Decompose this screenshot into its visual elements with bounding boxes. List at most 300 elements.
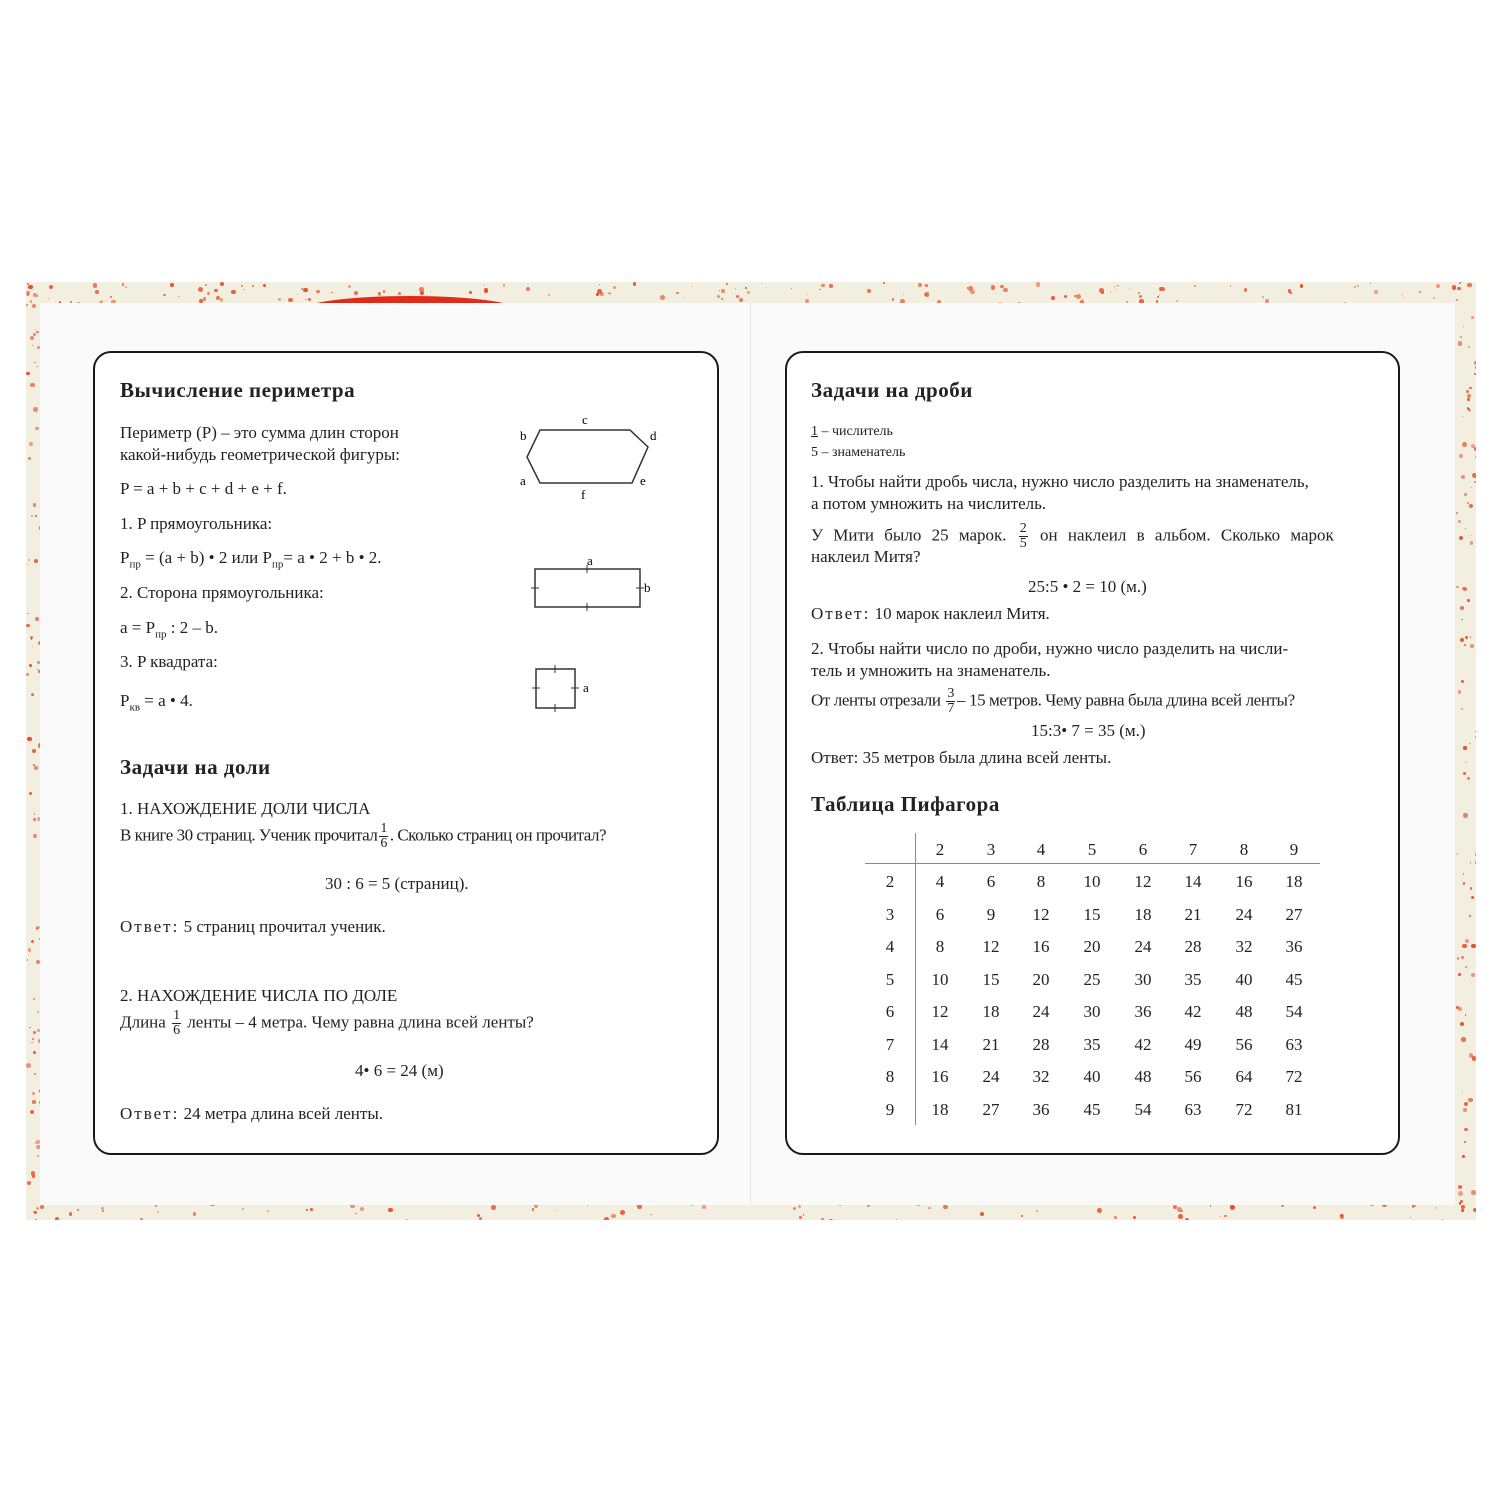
splatter-dot [799,1216,803,1220]
splatter-dot [35,427,39,431]
splatter-dot [33,818,36,821]
splatter-dot [726,283,727,284]
splatter-dot [1357,285,1360,288]
table-cell: 36 [1285,937,1303,956]
splatter-dot [1461,680,1464,683]
splatter-dot [1461,1037,1465,1041]
splatter-dot [479,1217,482,1220]
table-column-header: 3 [986,840,996,859]
splatter-dot [30,336,34,340]
splatter-dot [766,287,767,288]
splatter-dot [26,1063,31,1068]
splatter-dot [633,282,636,285]
splatter-dot [26,304,28,306]
splatter-dot [101,300,103,302]
table-row-header: 9 [885,1099,895,1119]
splatter-dot [793,1207,796,1210]
table-cell: 40 [1235,969,1253,989]
splatter-dot [331,292,333,294]
splatter-dot [1160,287,1165,292]
splatter-dot [477,1214,480,1217]
splatter-dot [303,288,308,293]
splatter-dot [1471,316,1475,320]
table-cell: 12 [1032,904,1050,924]
splatter-dot [140,1218,143,1220]
splatter-dot [55,1217,60,1220]
splatter-dot [1467,407,1469,409]
splatter-dot [170,283,174,287]
splatter-dot [1452,285,1457,290]
splatter-dot [1475,455,1476,459]
splatter-dot [803,1214,804,1215]
splatter-dot [650,1214,651,1215]
numerator-note: 1 – числитель [811,424,893,439]
splatter-dot [32,646,33,647]
table-cell: 21 [982,1034,1000,1054]
splatter-dot [491,1205,496,1210]
splatter-dot [1138,292,1140,294]
splatter-dot [1064,295,1067,298]
table-cell: 24 [1134,937,1152,956]
fraction-task1-answer: Ответ: 10 марок наклеил Митя. [811,604,1050,623]
table-cell: 27 [982,1099,1000,1119]
splatter-dot [1461,619,1462,620]
splatter-dot [1457,287,1460,290]
splatter-dot [829,284,832,287]
splatter-dot [29,664,32,667]
table-cell: 45 [1083,1099,1101,1119]
splatter-dot [348,285,351,288]
table-row-header: 4 [885,937,895,956]
splatter-dot [1436,1207,1437,1208]
splatter-dot [316,290,319,293]
table-column-header: 5 [1087,840,1097,859]
table-cell: 32 [1032,1067,1050,1086]
table-row-header: 7 [885,1034,895,1054]
splatter-dot [1467,599,1470,602]
splatter-dot [28,559,30,561]
splatter-dot [896,1219,897,1220]
splatter-dot [1262,296,1264,298]
splatter-dot [1471,896,1474,899]
splatter-dot [35,515,37,517]
table-cell: 18 [982,1002,1000,1021]
hexagon-label-e: e [640,473,646,488]
splatter-dot [1469,743,1470,744]
splatter-dot [398,292,401,295]
splatter-dot [1456,586,1458,588]
splatter-dot [305,299,306,300]
splatter-dot [1224,1215,1227,1218]
splatter-dot [739,298,743,302]
splatter-dot [31,1042,32,1043]
table-cell: 18 [931,1099,949,1119]
splatter-dot [1467,398,1470,401]
splatter-dot [1469,387,1471,389]
share-task1-solution: 30 : 6 = 5 (страниц). [325,874,469,893]
splatter-dot [95,290,99,294]
splatter-dot [163,294,165,296]
splatter-dot [721,298,723,300]
splatter-dot [1460,638,1464,642]
table-cell: 8 [1036,872,1046,891]
splatter-dot [1116,289,1117,290]
splatter-dot [469,291,473,295]
splatter-dot [735,288,736,289]
table-column-header: 9 [1289,840,1299,859]
shares-heading: Задачи на доли [120,755,271,779]
splatter-dot [1464,1102,1468,1106]
splatter-dot [35,617,39,621]
splatter-dot [32,694,34,696]
splatter-dot [32,1100,35,1103]
splatter-dot [819,289,821,291]
table-cell: 49 [1184,1034,1202,1054]
table-cell: 54 [1134,1099,1152,1119]
splatter-dot [1474,447,1476,450]
splatter-dot [1463,873,1464,874]
table-cell: 16 [1235,872,1253,891]
splatter-dot [1470,644,1474,648]
splatter-dot [1410,1217,1411,1218]
splatter-dot [1036,1210,1038,1212]
splatter-dot [1462,442,1467,447]
splatter-dot [1458,341,1462,345]
splatter-dot [1469,504,1473,508]
splatter-dot [1471,535,1472,536]
splatter-dot [1101,291,1104,294]
splatter-dot [207,292,210,295]
table-cell: 21 [1184,904,1202,924]
share-task1-answer: Ответ: 5 страниц прочитал ученик. [120,917,386,936]
splatter-dot [1463,746,1466,749]
splatter-dot [1354,286,1356,288]
splatter-dot [1340,1214,1344,1218]
splatter-dot [548,294,551,297]
splatter-dot [967,287,968,288]
table-cell: 6 [986,872,996,891]
table-cell: 72 [1285,1067,1303,1086]
splatter-dot [1461,708,1463,710]
splatter-dot [692,286,693,287]
splatter-dot [193,1212,197,1216]
splatter-dot [26,624,29,627]
table-column-header: 4 [1036,840,1046,859]
splatter-dot [355,1213,357,1215]
table-cell: 56 [1235,1034,1253,1054]
splatter-dot [34,559,38,563]
splatter-dot [1442,1219,1443,1220]
splatter-dot [1114,1216,1117,1219]
table-cell: 72 [1235,1099,1253,1119]
splatter-dot [1467,283,1471,287]
splatter-dot [1462,944,1466,948]
splatter-dot [1470,636,1472,638]
splatter-dot [1467,394,1471,398]
splatter-dot [33,1051,36,1054]
splatter-dot [829,1219,833,1220]
fractions-heading: Задачи на дроби [811,378,973,402]
splatter-dot [1470,862,1471,863]
fraction-task1-text: наклеил Митя? [811,547,921,566]
table-cell: 35 [1184,969,1202,989]
splatter-dot [1220,1216,1221,1217]
splatter-dot [102,1210,104,1212]
splatter-dot [69,1212,73,1216]
hexagon-label-b: b [520,428,527,443]
splatter-dot [1374,290,1379,295]
splatter-dot [1021,1215,1023,1217]
splatter-dot [1460,1200,1462,1202]
fraction: $\frac{1}{6}$ [173,1008,181,1038]
table-cell: 42 [1184,1002,1202,1021]
splatter-dot [1458,520,1461,523]
splatter-dot [892,298,895,301]
geometry-figures [500,405,680,715]
splatter-dot [48,298,49,299]
splatter-dot [1133,1216,1136,1219]
splatter-dot [29,1027,31,1029]
splatter-dot [1036,282,1041,287]
splatter-dot [36,331,38,333]
perimeter-formula: P = a + b + c + d + e + f. [120,479,287,498]
splatter-dot [1178,1214,1183,1219]
square-perimeter-formula: $P_{кв} = a$ • 4. [120,691,193,714]
splatter-dot [1468,346,1470,348]
splatter-dot [263,284,266,287]
table-header-divider [865,863,1320,864]
perimeter-heading: Вычисление периметра [120,378,356,402]
splatter-dot [360,1207,364,1211]
splatter-dot [36,1207,39,1210]
square-label-a: a [583,680,589,695]
table-column-header: 6 [1138,840,1148,859]
perimeter-definition: какой-нибудь геометрической фигуры: [120,445,401,464]
splatter-dot [1475,736,1476,737]
splatter-dot [31,515,33,517]
splatter-dot [1457,957,1460,960]
table-column-header: 7 [1188,840,1198,859]
table-cell: 32 [1235,937,1253,956]
splatter-dot [1456,1006,1459,1009]
table-cell: 30 [1083,1002,1101,1021]
splatter-dot [33,503,36,506]
rect-side-heading: 2. Сторона прямоугольника: [120,583,324,602]
fraction-rule2: тель и умножить на знаменатель. [811,661,1051,680]
table-column-header: 8 [1239,840,1249,859]
splatter-dot [1461,1091,1462,1092]
splatter-dot [37,1155,39,1157]
splatter-dot [1465,939,1469,943]
rect-perimeter-formula: $P_{пр} = (a + b)$ • 2 или $P_{пр}= a$ • 2 + b • 2. [120,548,382,571]
splatter-dot [242,1208,244,1210]
rectangle-shape [535,569,640,607]
fraction-task2-text: От ленты отрезали $\frac{3}{7}$ – 15 метров. Чему равна была длина всей ленты? [811,686,1295,716]
splatter-dot [1300,284,1303,287]
splatter-dot [430,291,431,292]
splatter-dot [1436,284,1440,288]
splatter-dot [310,1208,313,1211]
splatter-dot [33,407,38,412]
splatter-dot [28,285,32,289]
splatter-dot [925,284,927,286]
splatter-dot [1463,1108,1467,1112]
fraction-rule1: а потом умножить на числитель. [811,494,1047,513]
splatter-dot [135,1220,138,1221]
splatter-dot [1461,1205,1465,1209]
splatter-dot [1290,292,1292,294]
splatter-dot [49,285,53,289]
splatter-dot [1460,1022,1464,1026]
splatter-dot [28,737,30,739]
splatter-dot [1470,541,1473,544]
fraction-task2-solution: 15:3• 7 = 35 (м.) [1031,721,1146,740]
splatter-dot [1370,283,1371,284]
splatter-dot [1475,861,1476,864]
splatter-dot [1469,915,1471,917]
splatter-dot [205,284,207,286]
splatter-dot [1474,373,1476,375]
splatter-dot [1419,291,1421,293]
square-perimeter-heading: 3. P квадрата: [120,652,218,671]
splatter-dot [32,345,33,346]
hexagon-label-f: f [581,487,586,502]
splatter-dot [241,285,243,287]
splatter-dot [1180,1210,1183,1213]
splatter-dot [1465,966,1467,968]
splatter-dot [1464,493,1466,495]
table-cell: 9 [986,904,996,924]
splatter-dot [660,295,665,300]
splatter-dot [1194,285,1196,287]
share-task1-text: В книге 30 страниц. Ученик прочитал $\frac{1}{6}$ . Сколько страниц он прочитал? [120,821,607,851]
share-task2-text: Длина $\frac{1}{6}$ ленты – 4 метра. Чему равна длина всей ленты? [120,1008,534,1038]
fraction-task1-text: У Мити было 25 марок. $\frac{2}{5}$ он наклеил в альбом. Сколько марок [811,521,1334,551]
splatter-dot [35,1142,36,1143]
splatter-dot [1464,1141,1466,1143]
splatter-dot [1466,390,1469,393]
splatter-dot [1456,299,1458,301]
splatter-dot [676,292,678,294]
table-cell: 15 [982,969,1000,989]
table-cell: 14 [1184,872,1202,891]
rect-perimeter-heading: 1. P прямоугольника: [120,514,273,533]
splatter-dot [110,296,112,298]
splatter-dot [33,834,37,838]
table-cell: 64 [1235,1067,1253,1086]
splatter-dot [970,290,975,295]
page-gutter [750,303,751,1205]
table-cell: 40 [1083,1067,1101,1086]
splatter-dot [1230,1205,1235,1210]
splatter-dot [1003,288,1007,292]
splatter-dot [34,1073,36,1075]
splatter-dot [1461,956,1464,959]
splatter-dot [32,1038,34,1040]
splatter-dot [37,366,38,367]
splatter-dot [1472,1056,1476,1060]
table-cell: 24 [982,1067,1000,1086]
fraction-rule2: 2. Чтобы найти число по дроби, нужно число разделить на числи- [811,639,1289,658]
splatter-dot [1473,1208,1476,1212]
splatter-dot [1459,282,1461,284]
splatter-dot [556,1210,557,1211]
table-cell: 16 [1032,937,1050,956]
table-cell: 20 [1032,969,1050,989]
splatter-dot [30,300,32,302]
splatter-dot [26,291,30,295]
hexagon-label-a: a [520,473,526,488]
table-cell: 48 [1134,1067,1152,1086]
table-cell: 36 [1134,1002,1152,1021]
splatter-dot [1463,813,1467,817]
splatter-dot [1459,454,1463,458]
splatter-dot [27,1181,31,1185]
square-shape [536,669,575,708]
splatter-dot [1159,295,1160,296]
splatter-dot [33,1031,36,1034]
splatter-dot [306,1209,307,1210]
splatter-dot [1230,285,1231,286]
splatter-dot [717,295,720,298]
table-cell: 18 [1285,872,1303,891]
splatter-dot [1474,481,1476,483]
splatter-dot [1173,1205,1177,1209]
table-cell: 48 [1235,1002,1253,1021]
splatter-dot [925,292,929,296]
splatter-dot [798,1205,801,1208]
splatter-dot [1463,882,1466,885]
splatter-dot [1117,285,1119,287]
splatter-dot [1465,636,1468,639]
table-cell: 12 [982,937,1000,956]
splatter-dot [1475,853,1476,855]
table-cell: 27 [1285,904,1303,924]
splatter-dot [1457,853,1459,855]
table-cell: 42 [1134,1034,1152,1054]
splatter-dot [1470,887,1473,890]
splatter-dot [1472,473,1476,478]
splatter-dot [203,297,206,300]
splatter-dot [1465,528,1466,529]
splatter-dot [33,333,36,336]
splatter-dot [719,290,720,291]
splatter-dot [883,282,885,284]
table-cell: 25 [1083,969,1101,989]
splatter-dot [29,792,32,795]
splatter-dot [32,1092,35,1095]
table-cell: 15 [1083,904,1101,924]
splatter-dot [1460,606,1464,610]
splatter-dot [30,383,35,388]
splatter-dot [1462,1155,1466,1159]
splatter-dot [420,291,424,295]
splatter-dot [198,287,203,292]
splatter-dot [806,294,807,295]
splatter-dot [928,1207,931,1210]
fraction-task1-solution: 25:5 • 2 = 10 (м.) [1028,577,1147,596]
table-cell: 35 [1083,1034,1101,1054]
splatter-dot [26,372,30,376]
splatter-dot [1244,288,1248,292]
splatter-dot [620,1210,625,1215]
splatter-dot [1413,1205,1415,1207]
splatter-dot [231,290,236,295]
fraction-rule1: 1. Чтобы найти дробь числа, нужно число разделить на знаменатель, [811,472,1309,491]
splatter-dot [1465,762,1466,763]
splatter-dot [745,287,747,289]
table-cell: 12 [931,1002,949,1021]
